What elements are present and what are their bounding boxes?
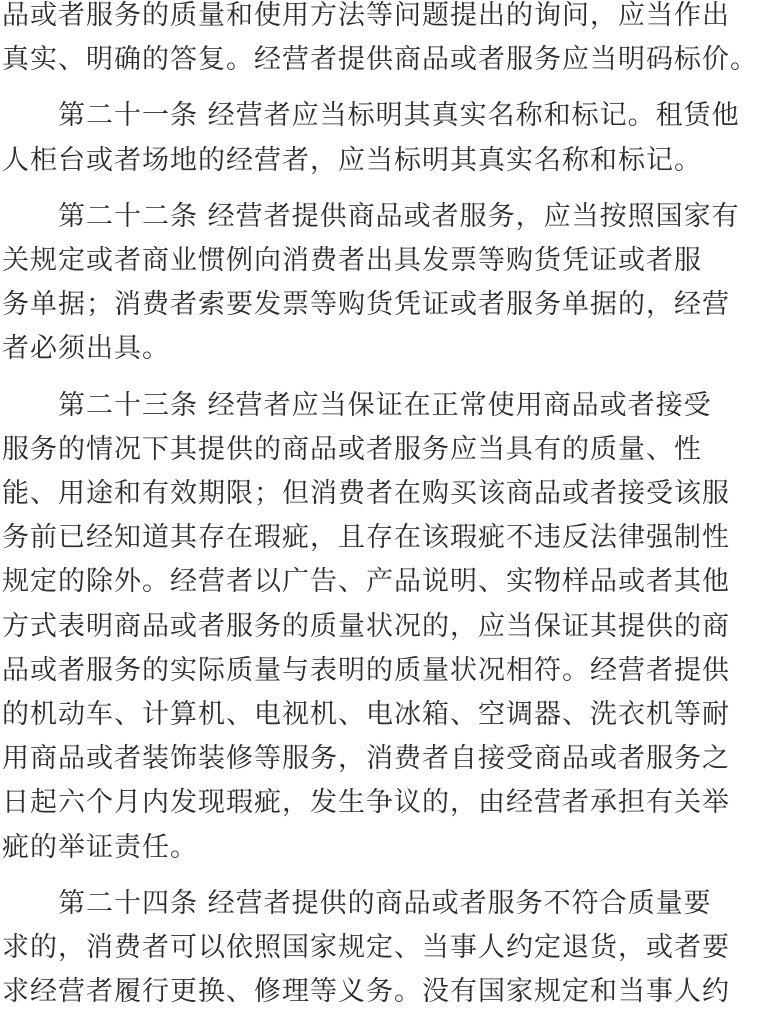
text-line: 求的，消费者可以依照国家规定、当事人约定退货，或者要 <box>2 932 730 963</box>
text-line: 日起六个月内发现瑕疵，发生争议的，由经营者承担有关举 <box>2 787 730 819</box>
article-23-first-line: 第二十三条 经营者应当保证在正常使用商品或者接受 <box>58 389 712 421</box>
text-line: 用商品或者装饰装修等服务，消费者自接受商品或者服务之 <box>2 743 730 775</box>
article-22-first-line: 第二十二条 经营者提供商品或者服务，应当按照国家有 <box>58 200 740 232</box>
text-line: 人柜台或者场地的经营者，应当标明其真实名称和标记。 <box>2 144 702 176</box>
text-line: 的机动车、计算机、电视机、电冰箱、空调器、洗衣机等耐 <box>2 699 730 730</box>
text-line: 疵的举证责任。 <box>2 831 198 863</box>
text-line: 务单据；消费者索要发票等购货凭证或者服务单据的，经营 <box>2 289 730 321</box>
text-line: 真实、明确的答复。经营者提供商品或者服务应当明码标价。 <box>2 44 758 76</box>
text-line: 者必须出具。 <box>2 333 170 365</box>
text-line: 规定的除外。经营者以广告、产品说明、实物样品或者其他 <box>2 566 730 598</box>
article-21-first-line: 第二十一条 经营者应当标明其真实名称和标记。租赁他 <box>58 100 740 132</box>
text-line: 关规定或者商业惯例向消费者出具发票等购货凭证或者服 <box>2 245 702 276</box>
text-line: 能、用途和有效期限；但消费者在购买该商品或者接受该服 <box>2 478 730 509</box>
text-line: 求经营者履行更换、修理等义务。没有国家规定和当事人约 <box>2 976 730 1008</box>
article-24-first-line: 第二十四条 经营者提供的商品或者服务不符合质量要 <box>58 887 712 919</box>
text-line: 品或者服务的实际质量与表明的质量状况相符。经营者提供 <box>2 654 730 686</box>
text-line: 务前已经知道其存在瑕疵，且存在该瑕疵不违反法律强制性 <box>2 522 730 554</box>
text-line: 服务的情况下其提供的商品或者服务应当具有的质量、性 <box>2 433 702 465</box>
text-line: 品或者服务的质量和使用方法等问题提出的询问，应当作出 <box>2 0 730 31</box>
text-line: 方式表明商品或者服务的质量状况的，应当保证其提供的商 <box>2 610 730 642</box>
